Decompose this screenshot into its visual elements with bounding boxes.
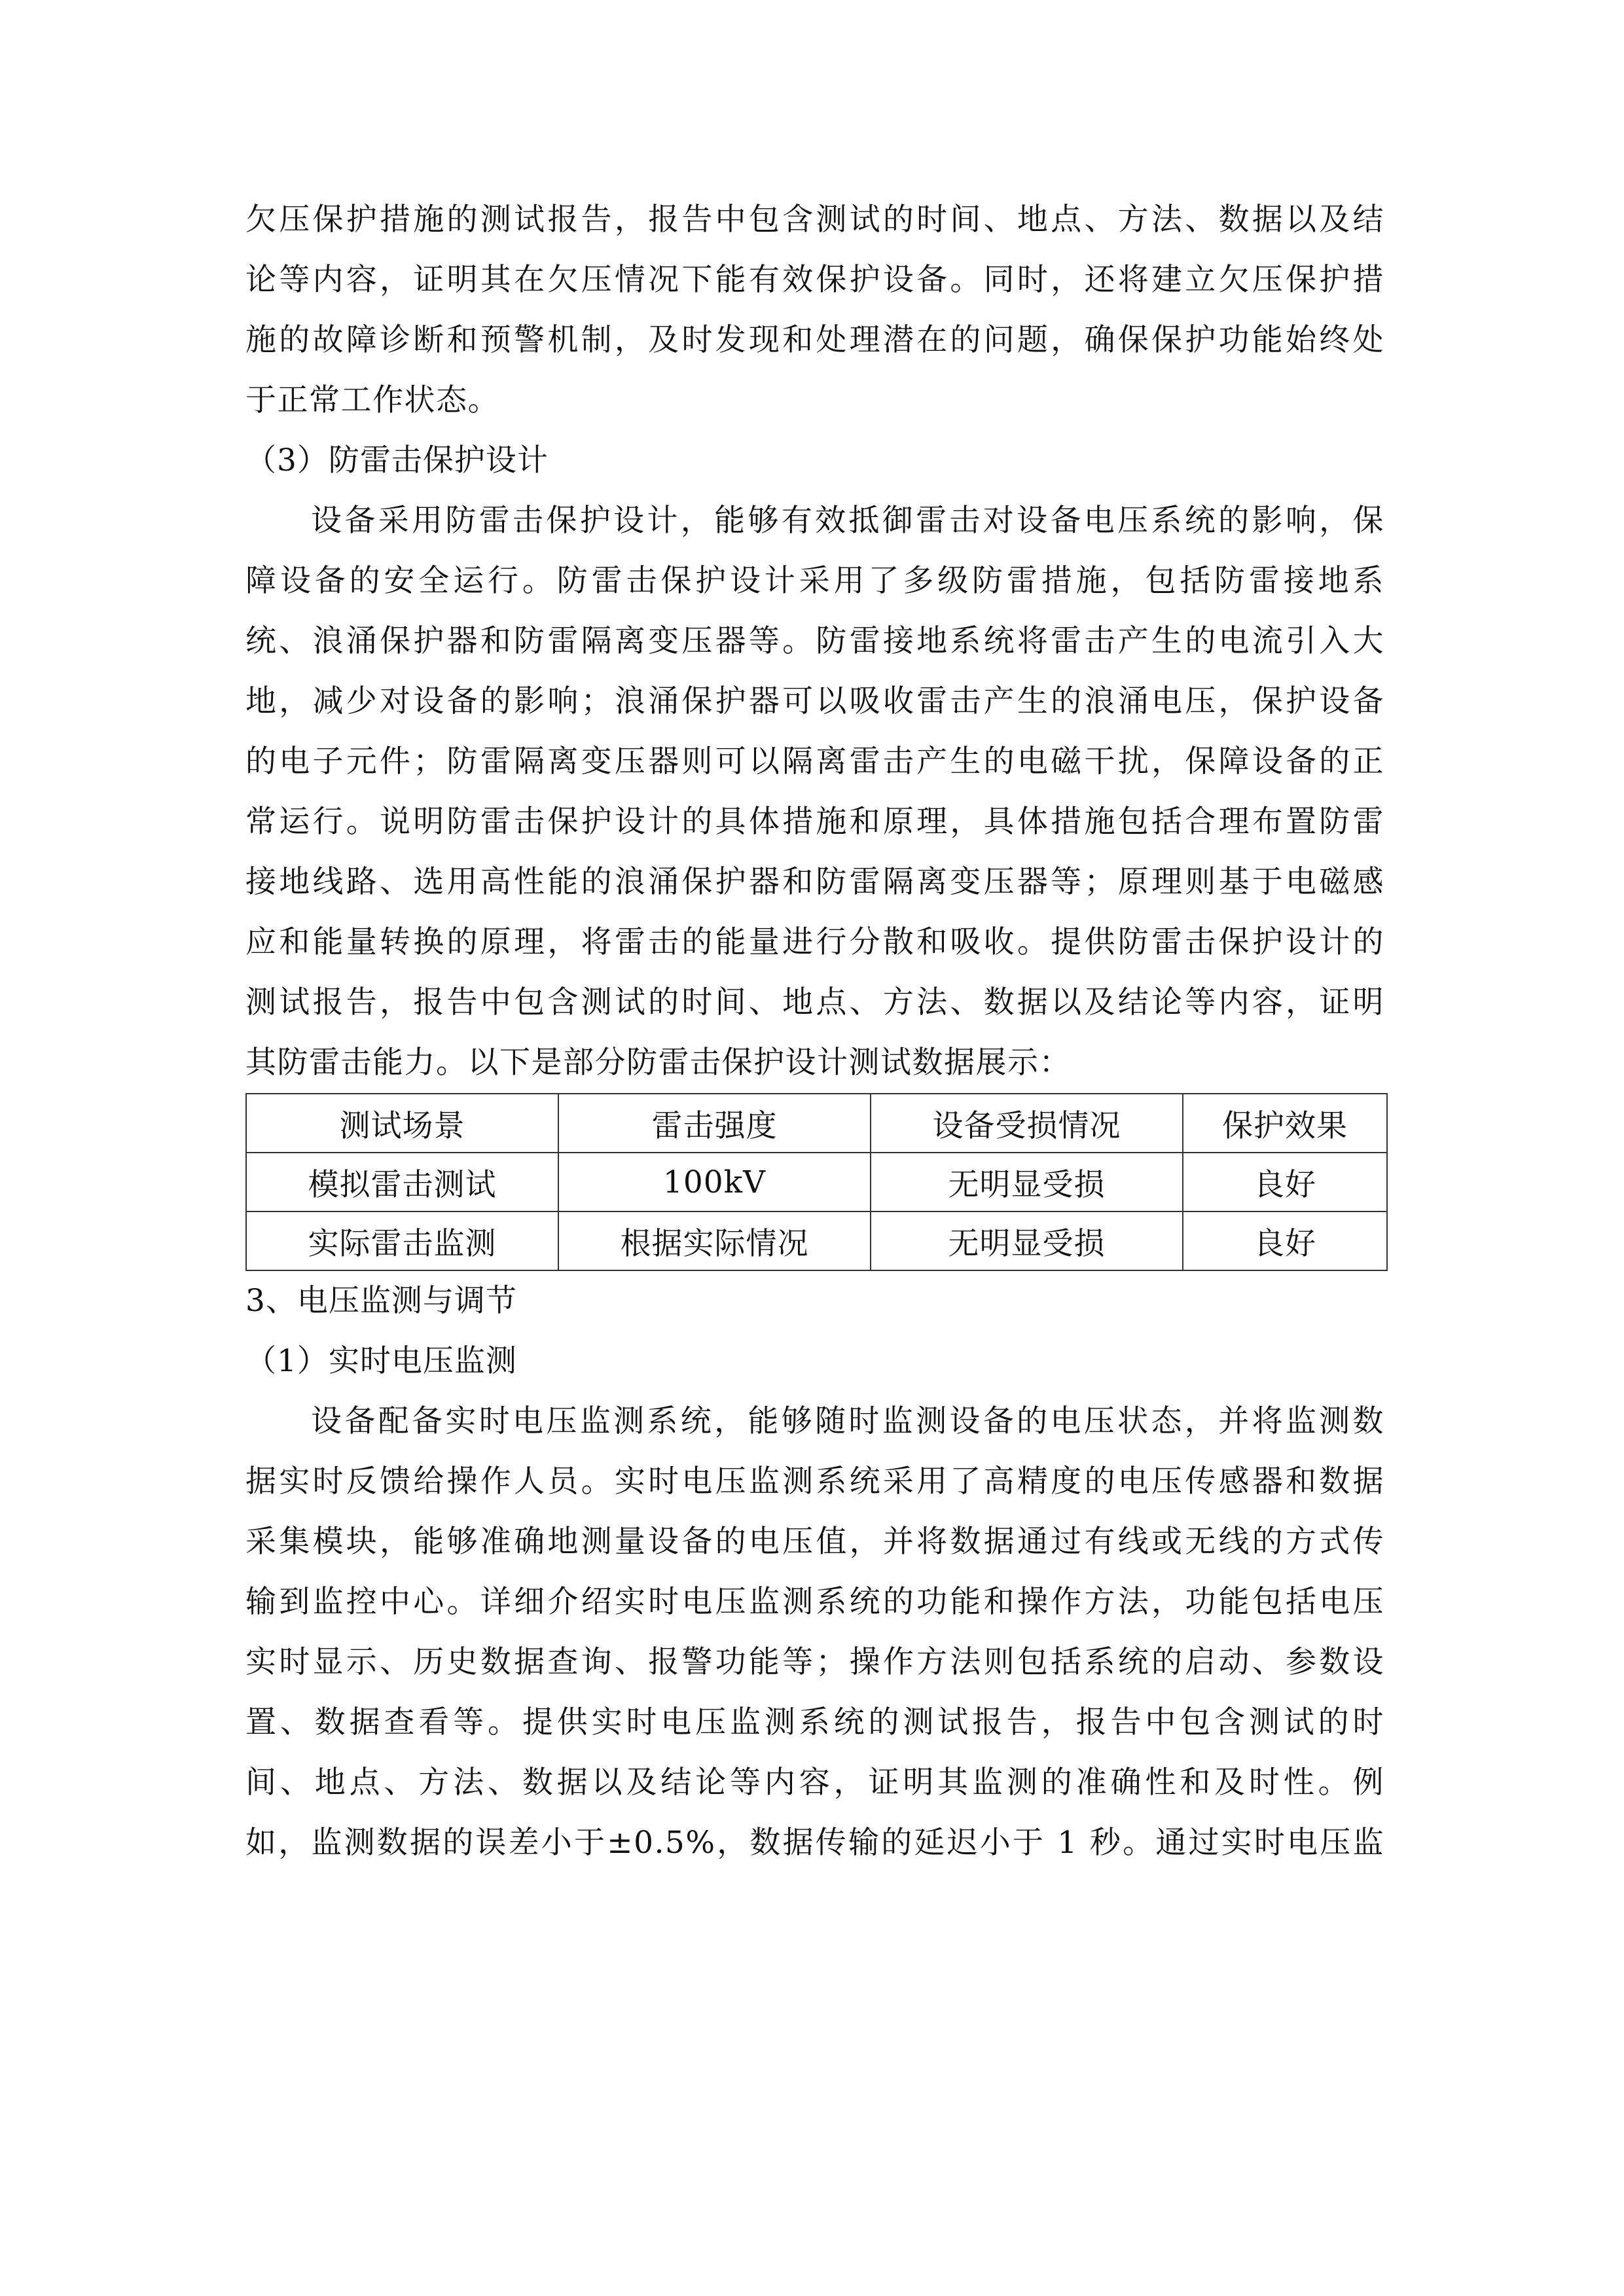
table-cell: 100kV: [558, 1153, 871, 1211]
table-cell: 良好: [1183, 1211, 1387, 1270]
table-cell: 实际雷击监测: [246, 1211, 558, 1270]
page-content: [245, 190, 1384, 1873]
text-line: 设备配备实时电压监测系统，能够随时监测设备的电压状态，并将监测数: [311, 1403, 1384, 1439]
table-cell: 无明显受损: [871, 1153, 1183, 1211]
heading-realtime-monitoring: （1）实时电压监测: [245, 1343, 517, 1379]
text-line: 设备采用防雷击保护设计，能够有效抵御雷击对设备电压系统的影响，保: [311, 503, 1384, 539]
text-line: 统、浪涌保护器和防雷隔离变压器等。防雷接地系统将雷击产生的电流引入大: [245, 623, 1384, 659]
text-line: 的电子元件；防雷隔离变压器则可以隔离雷击产生的电磁干扰，保障设备的正: [245, 744, 1384, 780]
table-cell: 无明显受损: [871, 1211, 1183, 1270]
text-line: 间、地点、方法、数据以及结论等内容，证明其监测的准确性和及时性。例: [245, 1765, 1384, 1801]
section-heading-voltage-monitoring: 3、电压监测与调节: [245, 1283, 517, 1319]
table-row: [246, 1153, 1387, 1211]
text-line: 于正常工作状态。: [245, 382, 499, 418]
text-line: 地，减少对设备的影响；浪涌保护器可以吸收雷击产生的浪涌电压，保护设备: [245, 683, 1384, 719]
table-header-cell: 测试场景: [246, 1094, 558, 1153]
table-header-row: [246, 1094, 1387, 1153]
text-line: 输到监控中心。详细介绍实时电压监测系统的功能和操作方法，功能包括电压: [245, 1584, 1384, 1620]
table-cell: 良好: [1183, 1153, 1387, 1211]
lightning-test-table: [245, 1093, 1388, 1271]
text-line: 常运行。说明防雷击保护设计的具体措施和原理，具体措施包括合理布置防雷: [245, 804, 1384, 840]
table-cell: 根据实际情况: [558, 1211, 871, 1270]
table-header-cell: 设备受损情况: [871, 1094, 1183, 1153]
table-cell: 模拟雷击测试: [246, 1153, 558, 1211]
table-row: [246, 1211, 1387, 1270]
table-header-cell: 保护效果: [1183, 1094, 1387, 1153]
text-line: 实时显示、历史数据查询、报警功能等；操作方法则包括系统的启动、参数设: [245, 1644, 1384, 1680]
text-line: 测试报告，报告中包含测试的时间、地点、方法、数据以及结论等内容，证明: [245, 984, 1384, 1020]
text-line: 据实时反馈给操作人员。实时电压监测系统采用了高精度的电压传感器和数据: [245, 1463, 1384, 1499]
text-line: 如，监测数据的误差小于±0.5%，数据传输的延迟小于 1 秒。通过实时电压监: [245, 1825, 1384, 1861]
text-line: 施的故障诊断和预警机制，及时发现和处理潜在的问题，确保保护功能始终处: [245, 322, 1384, 358]
text-line: 接地线路、选用高性能的浪涌保护器和防雷隔离变压器等；原理则基于电磁感: [245, 864, 1384, 900]
text-line: 采集模块，能够准确地测量设备的电压值，并将数据通过有线或无线的方式传: [245, 1524, 1384, 1560]
text-line: 置、数据查看等。提供实时电压监测系统的测试报告，报告中包含测试的时: [245, 1704, 1384, 1740]
paragraph-realtime-monitoring: [245, 1391, 1384, 1873]
paragraph-lightning-protection: [245, 491, 1384, 1093]
heading-lightning-protection: （3）防雷击保护设计: [245, 442, 549, 478]
text-line: 欠压保护措施的测试报告，报告中包含测试的时间、地点、方法、数据以及结: [245, 202, 1384, 238]
text-line: 应和能量转换的原理，将雷击的能量进行分散和吸收。提供防雷击保护设计的: [245, 924, 1384, 960]
table-header-cell: 雷击强度: [558, 1094, 871, 1153]
text-line: 障设备的安全运行。防雷击保护设计采用了多级防雷措施，包括防雷接地系: [245, 563, 1384, 599]
text-line: 其防雷击能力。以下是部分防雷击保护设计测试数据展示：: [245, 1045, 1071, 1081]
paragraph-undervoltage-continued: [245, 190, 1384, 431]
text-line: 论等内容，证明其在欠压情况下能有效保护设备。同时，还将建立欠压保护措: [245, 262, 1384, 298]
